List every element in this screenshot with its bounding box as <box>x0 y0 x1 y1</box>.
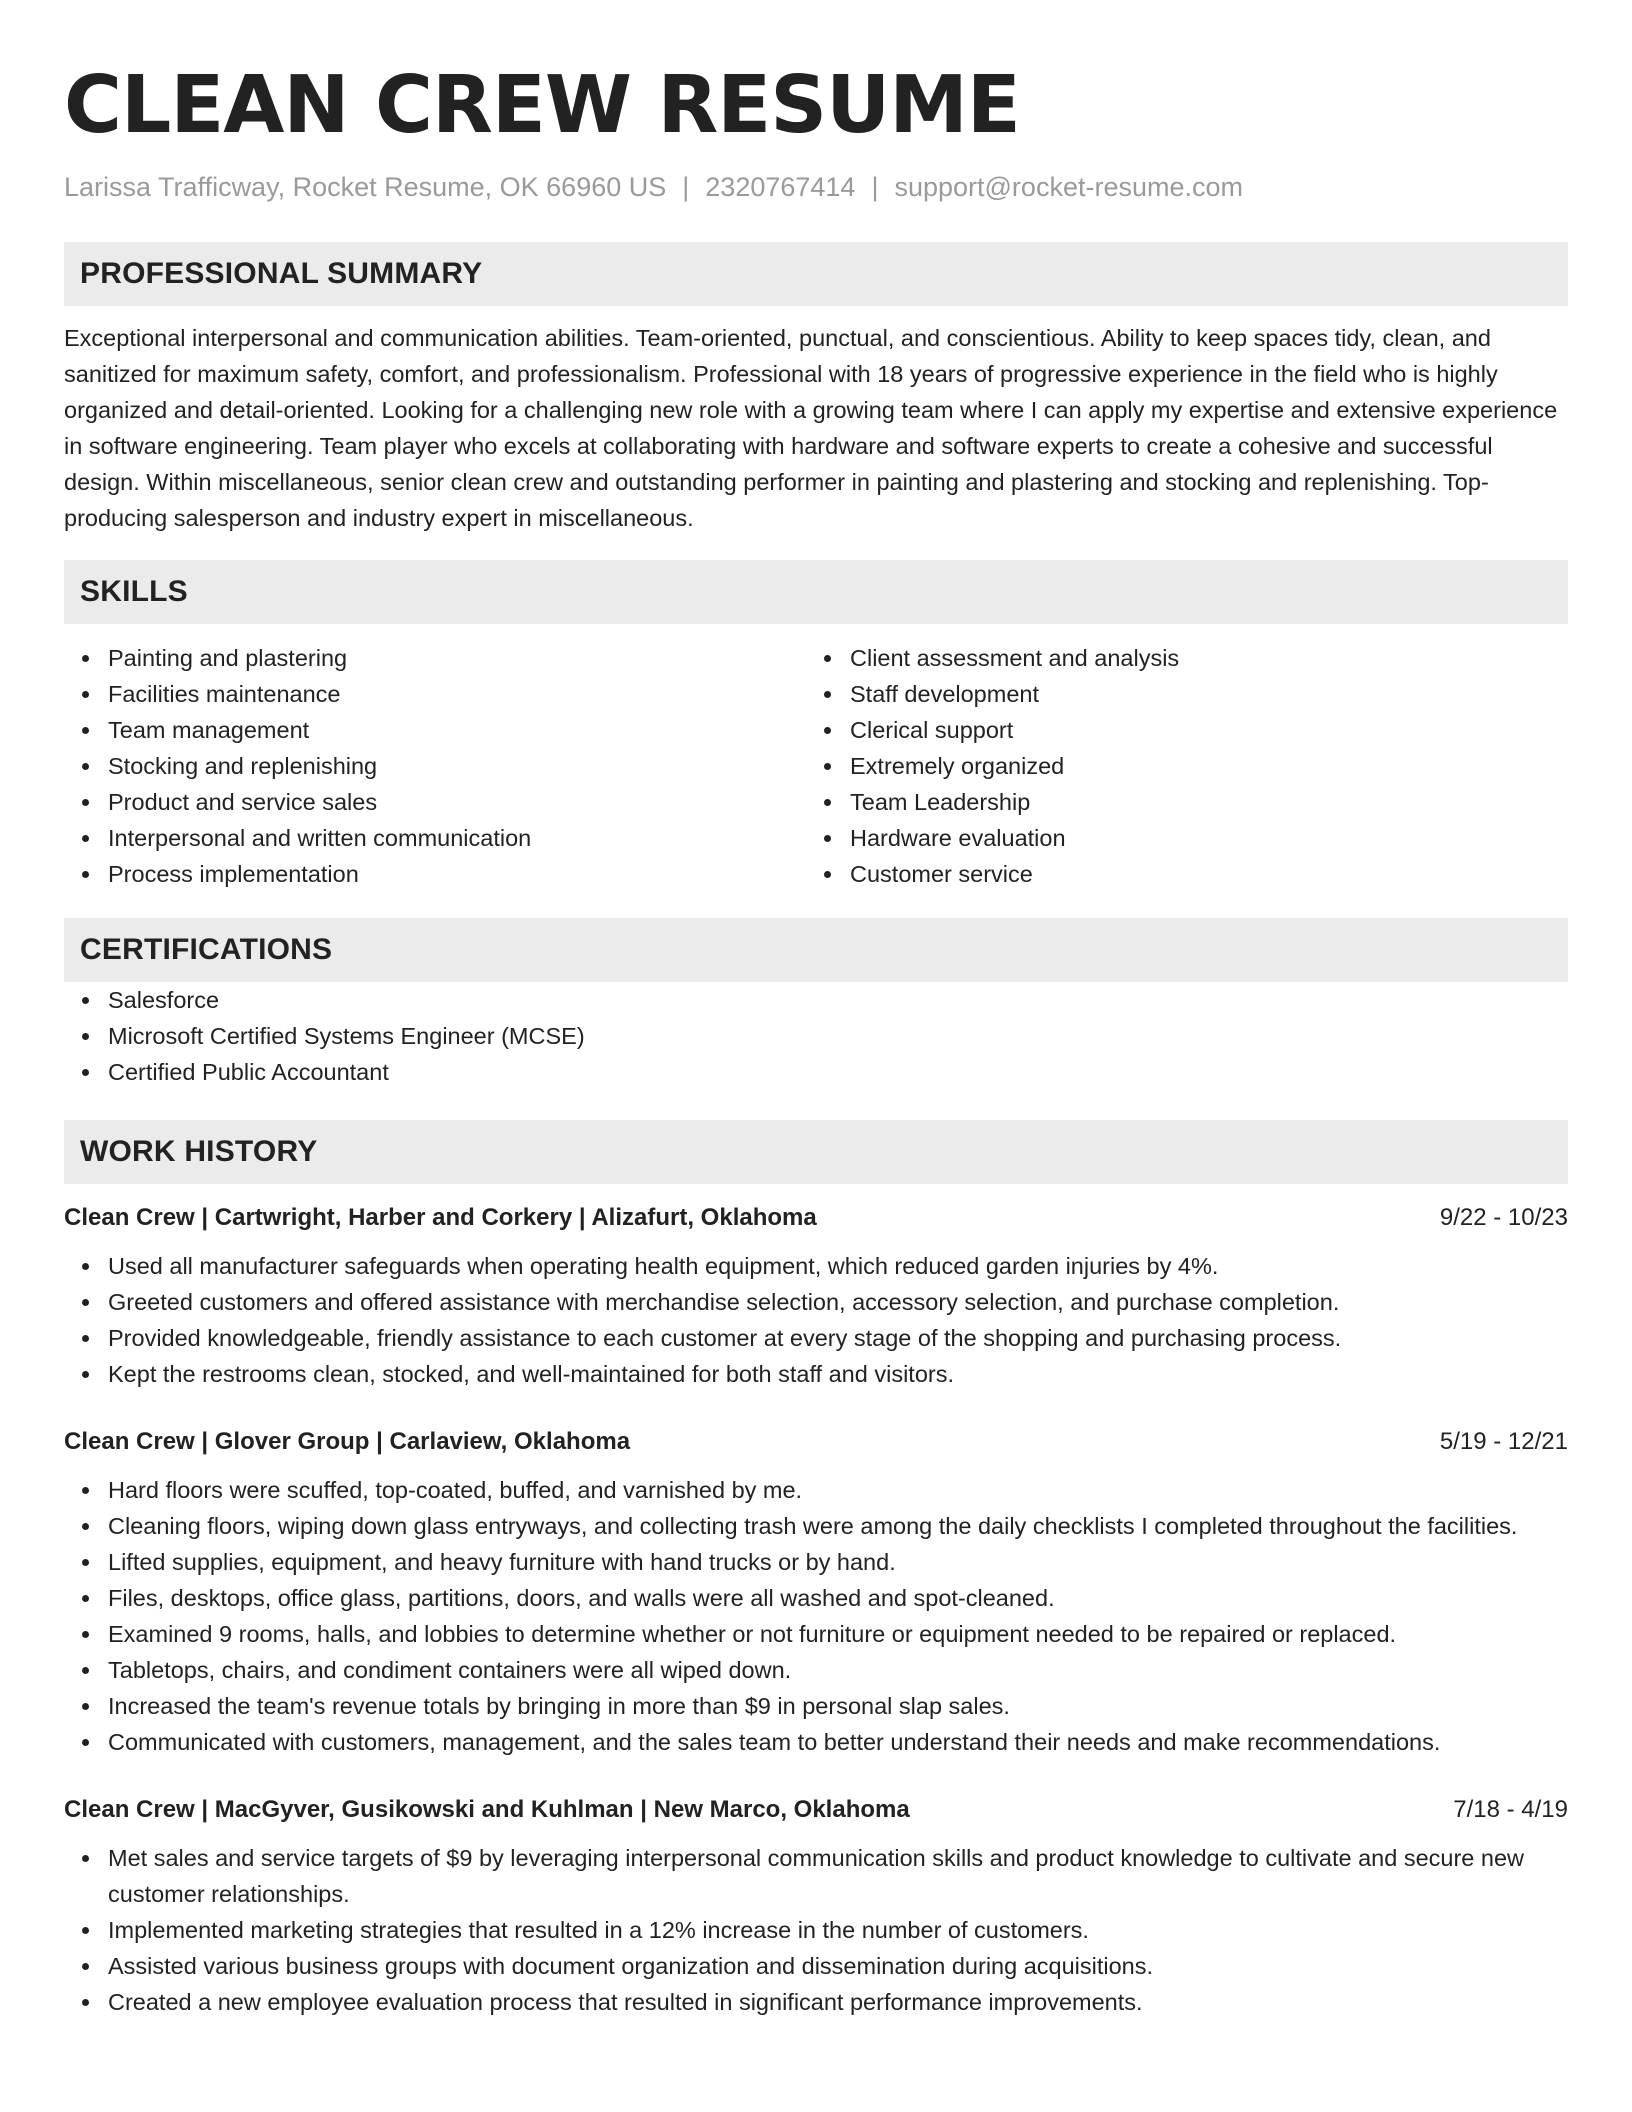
skills-column-right <box>806 640 1548 892</box>
work-history-section-header <box>64 1120 1568 1184</box>
job-bullet: Increased the team's revenue totals by bringing in more than $9 in personal slap sales. <box>64 1688 1568 1724</box>
certification-item: Certified Public Accountant <box>64 1054 1568 1090</box>
skill-item: Team Leadership <box>806 784 1548 820</box>
job-dates: 7/18 - 4/19 <box>1453 1795 1568 1823</box>
job-title: Clean Crew | Glover Group | Carlaview, Oklahoma <box>64 1427 631 1455</box>
job-bullets <box>64 1840 1568 2020</box>
contact-address: Larissa Trafficway, Rocket Resume, OK 66960 US <box>64 172 667 202</box>
job-entry <box>64 1202 1568 1392</box>
job-bullet: Communicated with customers, management, and the sales team to better understand their needs and make recommendations. <box>64 1724 1568 1760</box>
job-bullet: Greeted customers and offered assistance with merchandise selection, accessory selection, and purchase completion. <box>64 1284 1568 1320</box>
certification-item: Salesforce <box>64 982 1568 1018</box>
job-entry <box>64 1794 1568 2020</box>
skill-item: Team management <box>64 712 806 748</box>
certifications-section-header <box>64 918 1568 982</box>
job-header <box>64 1794 1568 1826</box>
job-bullets <box>64 1248 1568 1392</box>
job-bullets <box>64 1472 1568 1760</box>
job-bullet: Implemented marketing strategies that resulted in a 12% increase in the number of customers. <box>64 1912 1568 1948</box>
contact-phone: 2320767414 <box>705 172 856 202</box>
contact-separator: | <box>871 172 879 202</box>
skill-item: Customer service <box>806 856 1548 892</box>
skill-item: Product and service sales <box>64 784 806 820</box>
skill-item: Process implementation <box>64 856 806 892</box>
certifications-heading: CERTIFICATIONS <box>80 932 333 966</box>
contact-email: support@rocket-resume.com <box>894 172 1243 202</box>
job-header <box>64 1202 1568 1234</box>
certification-item: Microsoft Certified Systems Engineer (MCSE) <box>64 1018 1568 1054</box>
job-bullet: Used all manufacturer safeguards when operating health equipment, which reduced garden injuries by 4%. <box>64 1248 1568 1284</box>
job-dates: 9/22 - 10/23 <box>1439 1203 1568 1231</box>
job-bullet: Lifted supplies, equipment, and heavy furniture with hand trucks or by hand. <box>64 1544 1568 1580</box>
skill-item: Facilities maintenance <box>64 676 806 712</box>
skill-item: Client assessment and analysis <box>806 640 1548 676</box>
skill-item: Interpersonal and written communication <box>64 820 806 856</box>
job-title: Clean Crew | Cartwright, Harber and Corkery | Alizafurt, Oklahoma <box>64 1203 817 1231</box>
certifications-list <box>64 982 1568 1090</box>
skill-item: Stocking and replenishing <box>64 748 806 784</box>
resume-title: CLEAN CREW RESUME <box>64 59 1020 151</box>
job-bullet: Tabletops, chairs, and condiment containers were all wiped down. <box>64 1652 1568 1688</box>
skills-heading: SKILLS <box>80 574 188 608</box>
skills-list <box>64 640 1568 892</box>
job-bullet: Cleaning floors, wiping down glass entryways, and collecting trash were among the daily checklists I completed throughout the facilities. <box>64 1508 1568 1544</box>
job-dates: 5/19 - 12/21 <box>1439 1427 1568 1455</box>
skill-item: Extremely organized <box>806 748 1548 784</box>
contact-line <box>64 170 1568 204</box>
skill-item: Painting and plastering <box>64 640 806 676</box>
job-header <box>64 1426 1568 1458</box>
job-bullet: Created a new employee evaluation process that resulted in significant performance improvements. <box>64 1984 1568 2020</box>
skill-item: Staff development <box>806 676 1548 712</box>
summary-section-header <box>64 242 1568 306</box>
job-bullet: Hard floors were scuffed, top-coated, buffed, and varnished by me. <box>64 1472 1568 1508</box>
job-bullet: Files, desktops, office glass, partitions, doors, and walls were all washed and spot-cleaned. <box>64 1580 1568 1616</box>
job-bullet: Met sales and service targets of $9 by leveraging interpersonal communication skills and product knowledge to cultivate and secure new customer relationships. <box>64 1840 1568 1912</box>
skill-item: Clerical support <box>806 712 1548 748</box>
skills-section-header <box>64 560 1568 624</box>
skill-item: Hardware evaluation <box>806 820 1548 856</box>
job-title: Clean Crew | MacGyver, Gusikowski and Kuhlman | New Marco, Oklahoma <box>64 1795 910 1823</box>
job-entry <box>64 1426 1568 1760</box>
skills-column-left <box>64 640 806 892</box>
summary-heading: PROFESSIONAL SUMMARY <box>80 257 483 290</box>
contact-separator: | <box>682 172 690 202</box>
job-bullet: Provided knowledgeable, friendly assistance to each customer at every stage of the shopping and purchasing process. <box>64 1320 1568 1356</box>
summary-text: Exceptional interpersonal and communication abilities. Team-oriented, punctual, and conscientious. Ability to keep spaces tidy, clean, and sanitized for maximum safety, comfort, and professionalism. Professional with 18 years of progressive experience in the field who is highly organized and detail-oriented. Looking for a challenging new role with a growing team where I can apply my expertise and extensive experience in software engineering. Team player who excels at collaborating with hardware and software experts to create a cohesive and successful design. Within miscellaneous, senior clean crew and outstanding performer in painting and plastering and stocking and replenishing. Top-producing salesperson and industry expert in miscellaneous. <box>64 325 1558 531</box>
job-bullet: Kept the restrooms clean, stocked, and well-maintained for both staff and visitors. <box>64 1356 1568 1392</box>
job-bullet: Examined 9 rooms, halls, and lobbies to determine whether or not furniture or equipment needed to be repaired or replaced. <box>64 1616 1568 1652</box>
job-bullet: Assisted various business groups with document organization and dissemination during acquisitions. <box>64 1948 1568 1984</box>
work-history-heading: WORK HISTORY <box>80 1134 318 1168</box>
